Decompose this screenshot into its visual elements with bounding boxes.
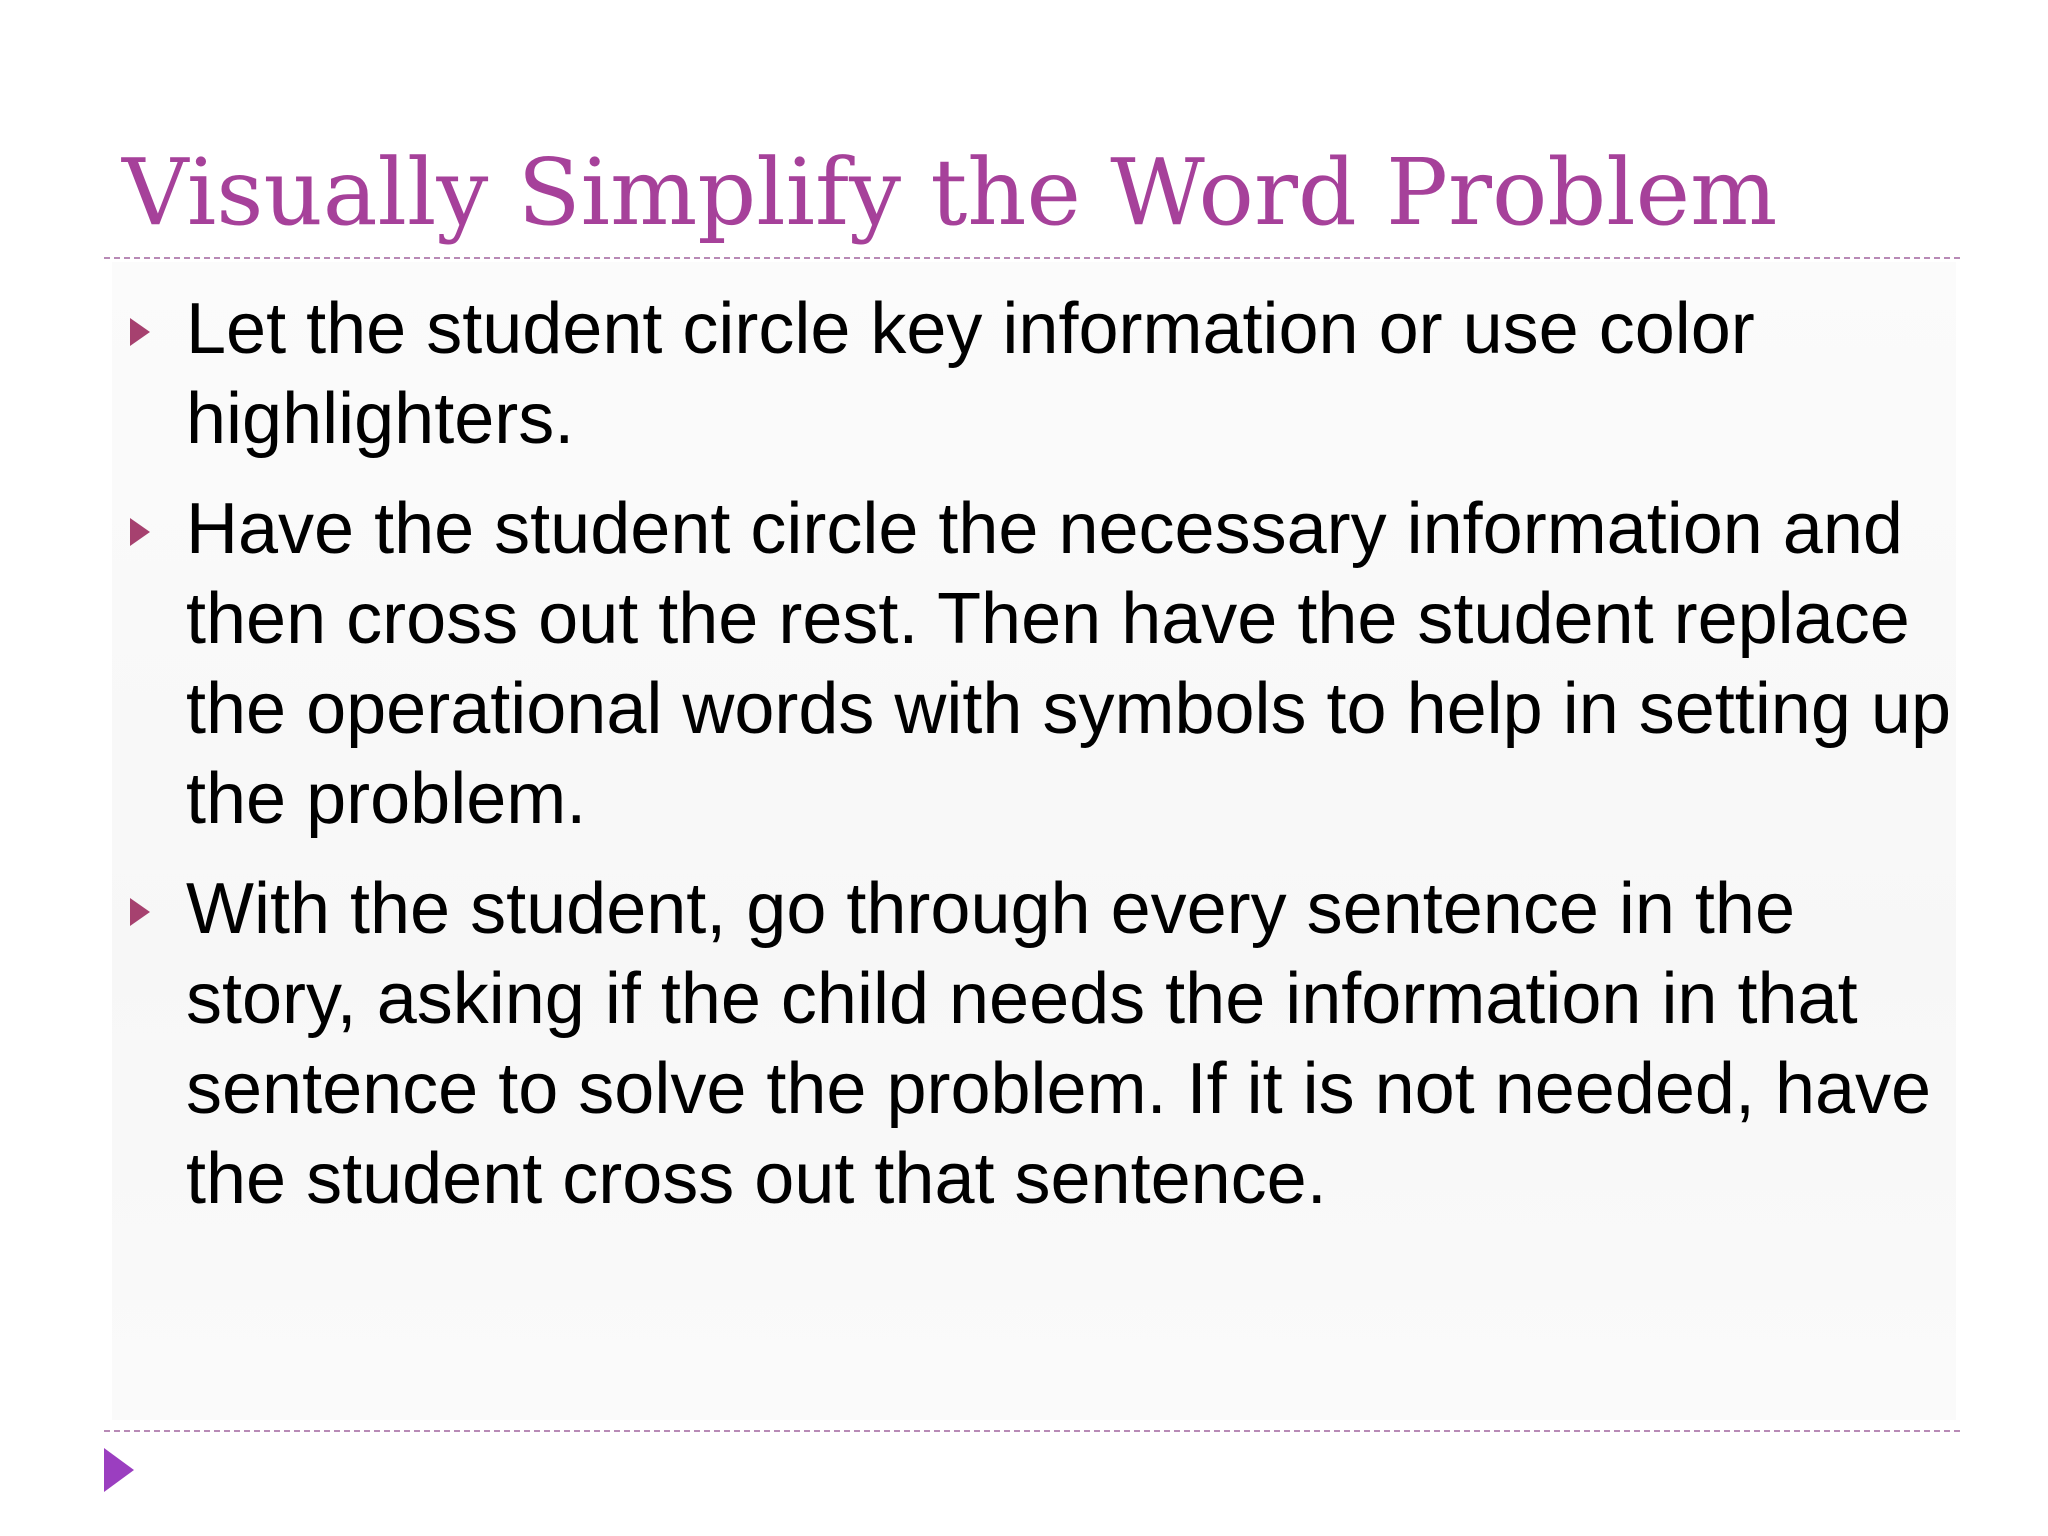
bullet-text: With the student, go through every sentence in the story, asking if the child needs the information in that sentence to solve the problem. If it is not needed, have the student cross out that sentence.: [186, 869, 1932, 1219]
triangle-right-icon: [130, 318, 150, 346]
bullet-list: [120, 284, 1960, 1244]
bullet-item: [120, 284, 1960, 464]
title-divider: [104, 257, 1960, 259]
bullet-item: [120, 484, 1960, 844]
triangle-right-icon: [130, 518, 150, 546]
slide-title: Visually Simplify the Word Problem: [122, 139, 1778, 246]
bullet-item: [120, 864, 1960, 1224]
play-triangle-icon[interactable]: [104, 1448, 134, 1492]
triangle-right-icon: [130, 898, 150, 926]
footer-divider: [104, 1430, 1960, 1432]
bullet-text: Let the student circle key information or use color highlighters.: [186, 289, 1755, 459]
bullet-text: Have the student circle the necessary information and then cross out the rest. Then have the student replace the operational words with symbols to help in setting up the problem.: [186, 489, 1951, 839]
